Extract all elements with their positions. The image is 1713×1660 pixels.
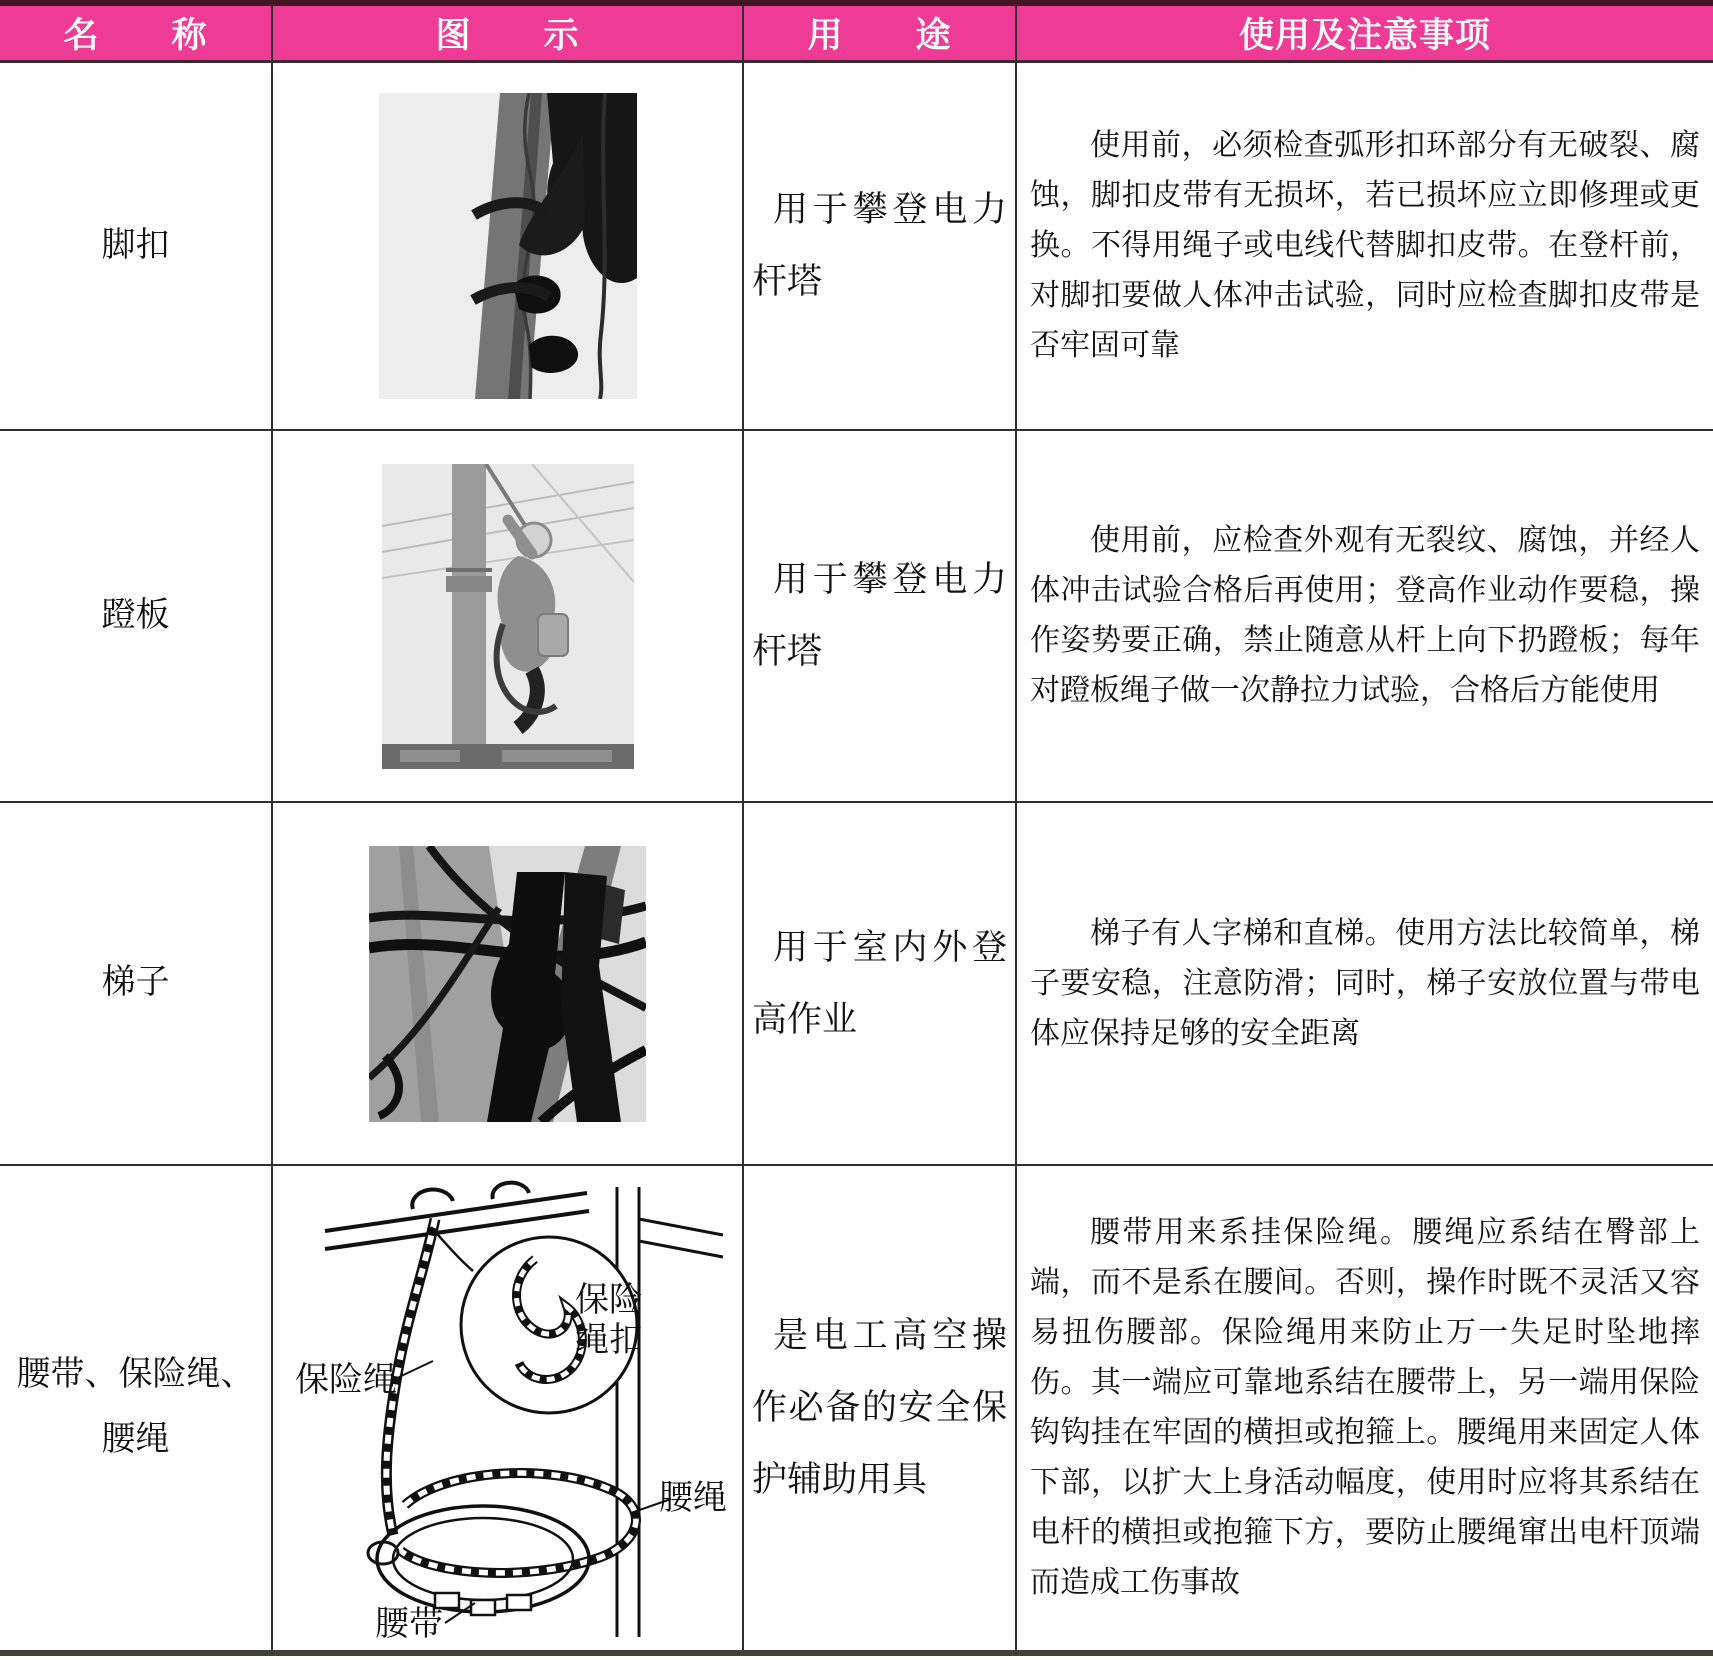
table-row-3-usage-cell (744, 803, 1017, 1166)
equipment-name: 腰带、保险绳、腰绳 (16, 1356, 255, 1458)
page-bottom-border (0, 1650, 1713, 1656)
safety-rope-buckle-label-line1: 保险 (574, 1282, 643, 1319)
header-usage: 用 途 (744, 6, 1017, 63)
header-name: 名 称 (0, 6, 273, 63)
table-row-4-usage-cell (744, 1166, 1017, 1650)
usage-text: 用于室内外登高作业 (752, 927, 1007, 1039)
header-illustration: 图 示 (273, 6, 744, 63)
table-row-4-photo-cell (273, 1166, 744, 1650)
safety-belt-diagram (287, 1175, 729, 1641)
table-row-3-photo-cell (273, 803, 744, 1166)
equipment-table (0, 6, 1713, 1650)
notes-text: 梯子有人字梯和直梯。使用方法比较简单，梯子要安稳，注意防滑；同时，梯子安放位置与带电体应保持足够的安全距离 (1030, 916, 1700, 1050)
usage-text: 用于攀登电力杆塔 (752, 560, 1007, 671)
notes-text: 使用前，必须检查弧形扣环部分有无破裂、腐蚀，脚扣皮带有无损坏，若已损坏应立即修理或更换。不得用绳子或电线代替脚扣皮带。在登杆前，对脚扣要做人体冲击试验，同时应检查脚扣皮带是否牢固可靠 (1030, 129, 1700, 362)
foot-buckle-photo (379, 93, 637, 399)
notes-text: 使用前，应检查外观有无裂纹、腐蚀，并经人体冲击试验合格后再使用；登高作业动作要稳，操作姿势要正确，禁止随意从杆上向下扔蹬板；每年对蹬板绳子做一次静拉力试验，合格后方能使用 (1030, 524, 1700, 707)
safety-rope-label: 保险绳 (294, 1362, 397, 1399)
table-row-2-usage-cell (744, 431, 1017, 803)
table-row-1-name-cell (0, 63, 273, 431)
equipment-name: 梯子 (101, 964, 170, 1002)
equipment-name: 蹬板 (101, 596, 170, 634)
table-row-3-notes-cell (1017, 803, 1713, 1166)
table-row-1-photo-cell (273, 63, 744, 431)
pedal-board-photo (382, 464, 634, 769)
table-row-2-notes-cell (1017, 431, 1713, 803)
ladder-photo (369, 846, 646, 1122)
usage-text: 是电工高空操作必备的安全保护辅助用具 (752, 1316, 1007, 1499)
table-row-2-name-cell (0, 431, 273, 803)
header-notes: 使用及注意事项 (1017, 6, 1713, 63)
waist-rope-label: 腰绳 (658, 1480, 727, 1517)
table-row-2-photo-cell (273, 431, 744, 803)
safety-rope-buckle-label-line2: 绳扣 (574, 1322, 643, 1359)
equipment-name: 脚扣 (101, 226, 170, 264)
waist-belt-label: 腰带 (374, 1606, 443, 1641)
table-row-1-notes-cell (1017, 63, 1713, 431)
table-row-4-name-cell (0, 1166, 273, 1650)
table-row-4-notes-cell (1017, 1166, 1713, 1650)
notes-text: 腰带用来系挂保险绳。腰绳应系结在臀部上端，而不是系在腰间。否则，操作时既不灵活又容易扭伤腰部。保险绳用来防止万一失足时坠地摔伤。其一端应可靠地系结在腰带上，另一端用保险钩钩挂在牢固的横担或抱箍上。腰绳用来固定人体下部，以扩大上身活动幅度，使用时应将其系结在电杆的横担或抱箍下方，要防止腰绳窜出电杆顶端而造成工伤事故 (1030, 1216, 1700, 1599)
table-row-1-usage-cell (744, 63, 1017, 431)
usage-text: 用于攀登电力杆塔 (752, 190, 1007, 301)
table-row-3-name-cell (0, 803, 273, 1166)
